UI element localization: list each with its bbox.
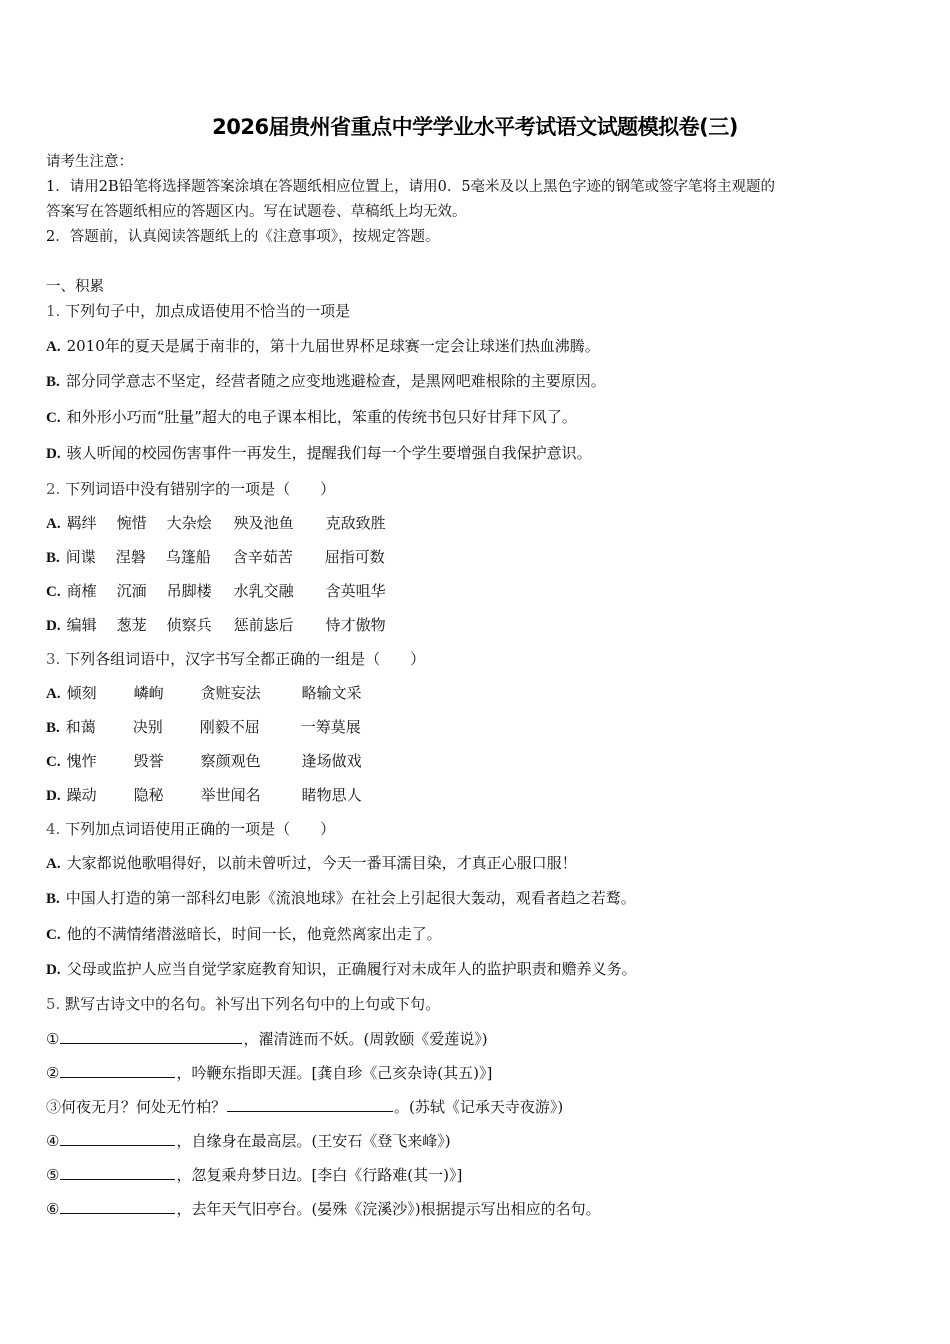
item-marker: ① xyxy=(46,1030,60,1048)
word: 决别 xyxy=(132,718,163,736)
option-letter: D. xyxy=(46,618,61,634)
question-3-option-c xyxy=(46,751,362,772)
question-text: 下列加点词语使用正确的一项是（ ） xyxy=(65,820,336,838)
word: 略输文采 xyxy=(301,684,362,702)
question-1-option-b xyxy=(46,371,606,392)
word: 贪赃妄法 xyxy=(200,684,261,702)
item-text: ，去年天气旧亭台。(晏殊《浣溪沙》)根据提示写出相应的名句。 xyxy=(176,1200,601,1218)
word: 含英咀华 xyxy=(325,582,386,600)
option-letter: C. xyxy=(46,754,61,770)
option-letter: C. xyxy=(46,927,61,943)
option-text: 中国人打造的第一部科幻电影《流浪地球》在社会上引起很大轰动，观看者趋之若鹜。 xyxy=(65,889,636,907)
answer-blank[interactable] xyxy=(60,1198,175,1214)
item-text-before: 何夜无月？何处无竹柏？ xyxy=(61,1098,227,1116)
word: 和蔼 xyxy=(65,718,96,736)
question-number: 1. xyxy=(46,302,61,320)
recitation-item-5 xyxy=(46,1164,462,1185)
option-letter: A. xyxy=(46,516,61,532)
question-text: 下列词语中没有错别字的一项是（ ） xyxy=(65,480,336,498)
question-2-option-a xyxy=(46,513,386,534)
item-text: ，自缘身在最高层。(王安石《登飞来峰》) xyxy=(176,1132,451,1150)
question-1-stem xyxy=(46,301,350,321)
word: 毁誉 xyxy=(133,752,164,770)
option-text: 他的不满情绪潜滋暗长，时间一长，他竟然离家出走了。 xyxy=(66,925,442,943)
word: 隐秘 xyxy=(133,786,164,804)
option-letter: B. xyxy=(46,891,60,907)
question-1-option-a xyxy=(46,336,600,357)
word: 吊脚楼 xyxy=(166,582,212,600)
option-text: 和外形小巧而“肚量”超大的电子课本相比，笨重的传统书包只好甘拜下风了。 xyxy=(66,408,577,426)
question-4-option-b xyxy=(46,888,636,909)
option-letter: C. xyxy=(46,410,61,426)
question-5-stem xyxy=(46,994,440,1014)
question-2-option-d xyxy=(46,615,386,636)
question-text: 下列各组词语中，汉字书写全都正确的一组是（ ） xyxy=(65,650,426,668)
word: 嶙峋 xyxy=(133,684,164,702)
word: 殃及池鱼 xyxy=(233,514,294,532)
item-marker: ④ xyxy=(46,1132,60,1150)
word: 睹物思人 xyxy=(301,786,362,804)
question-text: 下列句子中，加点成语使用不恰当的一项是 xyxy=(65,302,351,320)
word: 恃才傲物 xyxy=(325,616,386,634)
option-text: 2010年的夏天是属于南非的，第十九届世界杯足球赛一定会让球迷们热血沸腾。 xyxy=(66,337,600,355)
option-letter: D. xyxy=(46,788,61,804)
option-text: 大家都说他歌唱得好，以前未曾听过，今天一番耳濡目染，才真正心服口服！ xyxy=(66,854,577,872)
word: 惩前毖后 xyxy=(233,616,294,634)
question-1-option-c xyxy=(46,407,577,428)
option-text: 父母或监护人应当自觉学家庭教育知识，正确履行对未成年人的监护职责和赡养义务。 xyxy=(66,960,637,978)
answer-blank[interactable] xyxy=(60,1130,175,1146)
word: 水乳交融 xyxy=(233,582,294,600)
recitation-item-6 xyxy=(46,1198,601,1219)
word: 惋惜 xyxy=(116,514,147,532)
option-text: 骇人听闻的校园伤害事件一再发生，提醒我们每一个学生要增强自我保护意识。 xyxy=(66,444,592,462)
word: 乌篷船 xyxy=(165,548,211,566)
answer-blank[interactable] xyxy=(227,1096,393,1112)
question-2-option-b xyxy=(46,547,385,568)
item-marker: ⑤ xyxy=(46,1166,60,1184)
section-heading: 一、积累 xyxy=(46,279,104,295)
item-marker: ② xyxy=(46,1064,60,1082)
word: 商榷 xyxy=(66,582,97,600)
word: 间谍 xyxy=(65,548,96,566)
option-letter: D. xyxy=(46,446,61,462)
answer-blank[interactable] xyxy=(60,1028,242,1044)
question-3-option-a xyxy=(46,683,362,704)
notice-item-2: 2．答题前，认真阅读答题纸上的《注意事项》，按规定答题。 xyxy=(46,229,440,245)
option-letter: B. xyxy=(46,720,60,736)
item-text: 。(苏轼《记承天寺夜游》) xyxy=(394,1098,564,1116)
question-number: 4. xyxy=(46,820,61,838)
word: 克敌致胜 xyxy=(325,514,386,532)
question-2-stem xyxy=(46,479,335,499)
question-1-option-d xyxy=(46,443,592,464)
word: 编辑 xyxy=(66,616,97,634)
option-text: 部分同学意志不坚定，经营者随之应变地逃避检查，是黑网吧难根除的主要原因。 xyxy=(65,372,606,390)
question-text: 默写古诗文中的名句。补写出下列名句中的上句或下句。 xyxy=(65,995,441,1013)
word: 葱茏 xyxy=(116,616,147,634)
option-letter: B. xyxy=(46,550,60,566)
question-4-stem xyxy=(46,819,335,839)
question-number: 2. xyxy=(46,480,61,498)
option-letter: C. xyxy=(46,584,61,600)
item-marker: ③ xyxy=(46,1098,62,1116)
option-letter: A. xyxy=(46,686,61,702)
option-letter: A. xyxy=(46,856,61,872)
question-number: 5. xyxy=(46,995,61,1013)
word: 躁动 xyxy=(66,786,97,804)
recitation-item-2 xyxy=(46,1062,492,1083)
item-text: ，濯清涟而不妖。(周敦颐《爱莲说》) xyxy=(243,1030,488,1048)
word: 羁绊 xyxy=(66,514,97,532)
option-letter: B. xyxy=(46,374,60,390)
word: 涅磐 xyxy=(115,548,146,566)
answer-blank[interactable] xyxy=(60,1164,175,1180)
recitation-item-4 xyxy=(46,1130,451,1151)
notice-item-1-cont: 答案写在答题纸相应的答题区内。写在试题卷、草稿纸上均无效。 xyxy=(46,204,467,220)
answer-blank[interactable] xyxy=(60,1062,175,1078)
word: 沉湎 xyxy=(116,582,147,600)
word: 含辛茹苦 xyxy=(232,548,293,566)
word: 刚毅不屈 xyxy=(199,718,260,736)
word: 愧怍 xyxy=(66,752,97,770)
word: 屈指可数 xyxy=(324,548,385,566)
word: 一筹莫展 xyxy=(300,718,361,736)
question-3-option-d xyxy=(46,785,362,806)
page-title: 2026届贵州省重点中学学业水平考试语文试题模拟卷(三) xyxy=(212,115,738,139)
question-4-option-d xyxy=(46,959,637,980)
recitation-item-1 xyxy=(46,1028,488,1049)
question-3-stem xyxy=(46,649,425,669)
item-text: ，忽复乘舟梦日边。[李白《行路难(其一)》] xyxy=(176,1166,463,1184)
question-4-option-a xyxy=(46,853,577,874)
word: 逢场做戏 xyxy=(301,752,362,770)
notice-heading: 请考生注意： xyxy=(46,154,133,170)
word: 察颜观色 xyxy=(200,752,261,770)
option-letter: D. xyxy=(46,962,61,978)
item-marker: ⑥ xyxy=(46,1200,60,1218)
notice-item-1: 1．请用2B铅笔将选择题答案涂填在答题纸相应位置上，请用0．5毫米及以上黑色字迹的钢笔或签字笔将主观题的 xyxy=(46,179,776,195)
word: 倾刻 xyxy=(66,684,97,702)
question-3-option-b xyxy=(46,717,361,738)
option-letter: A. xyxy=(46,339,61,355)
question-4-option-c xyxy=(46,924,442,945)
question-2-option-c xyxy=(46,581,386,602)
item-text: ，吟鞭东指即天涯。[龚自珍《己亥杂诗(其五)》] xyxy=(176,1064,493,1082)
word: 大杂烩 xyxy=(166,514,212,532)
recitation-item-3 xyxy=(46,1096,563,1117)
word: 举世闻名 xyxy=(200,786,261,804)
word: 侦察兵 xyxy=(166,616,212,634)
question-number: 3. xyxy=(46,650,61,668)
